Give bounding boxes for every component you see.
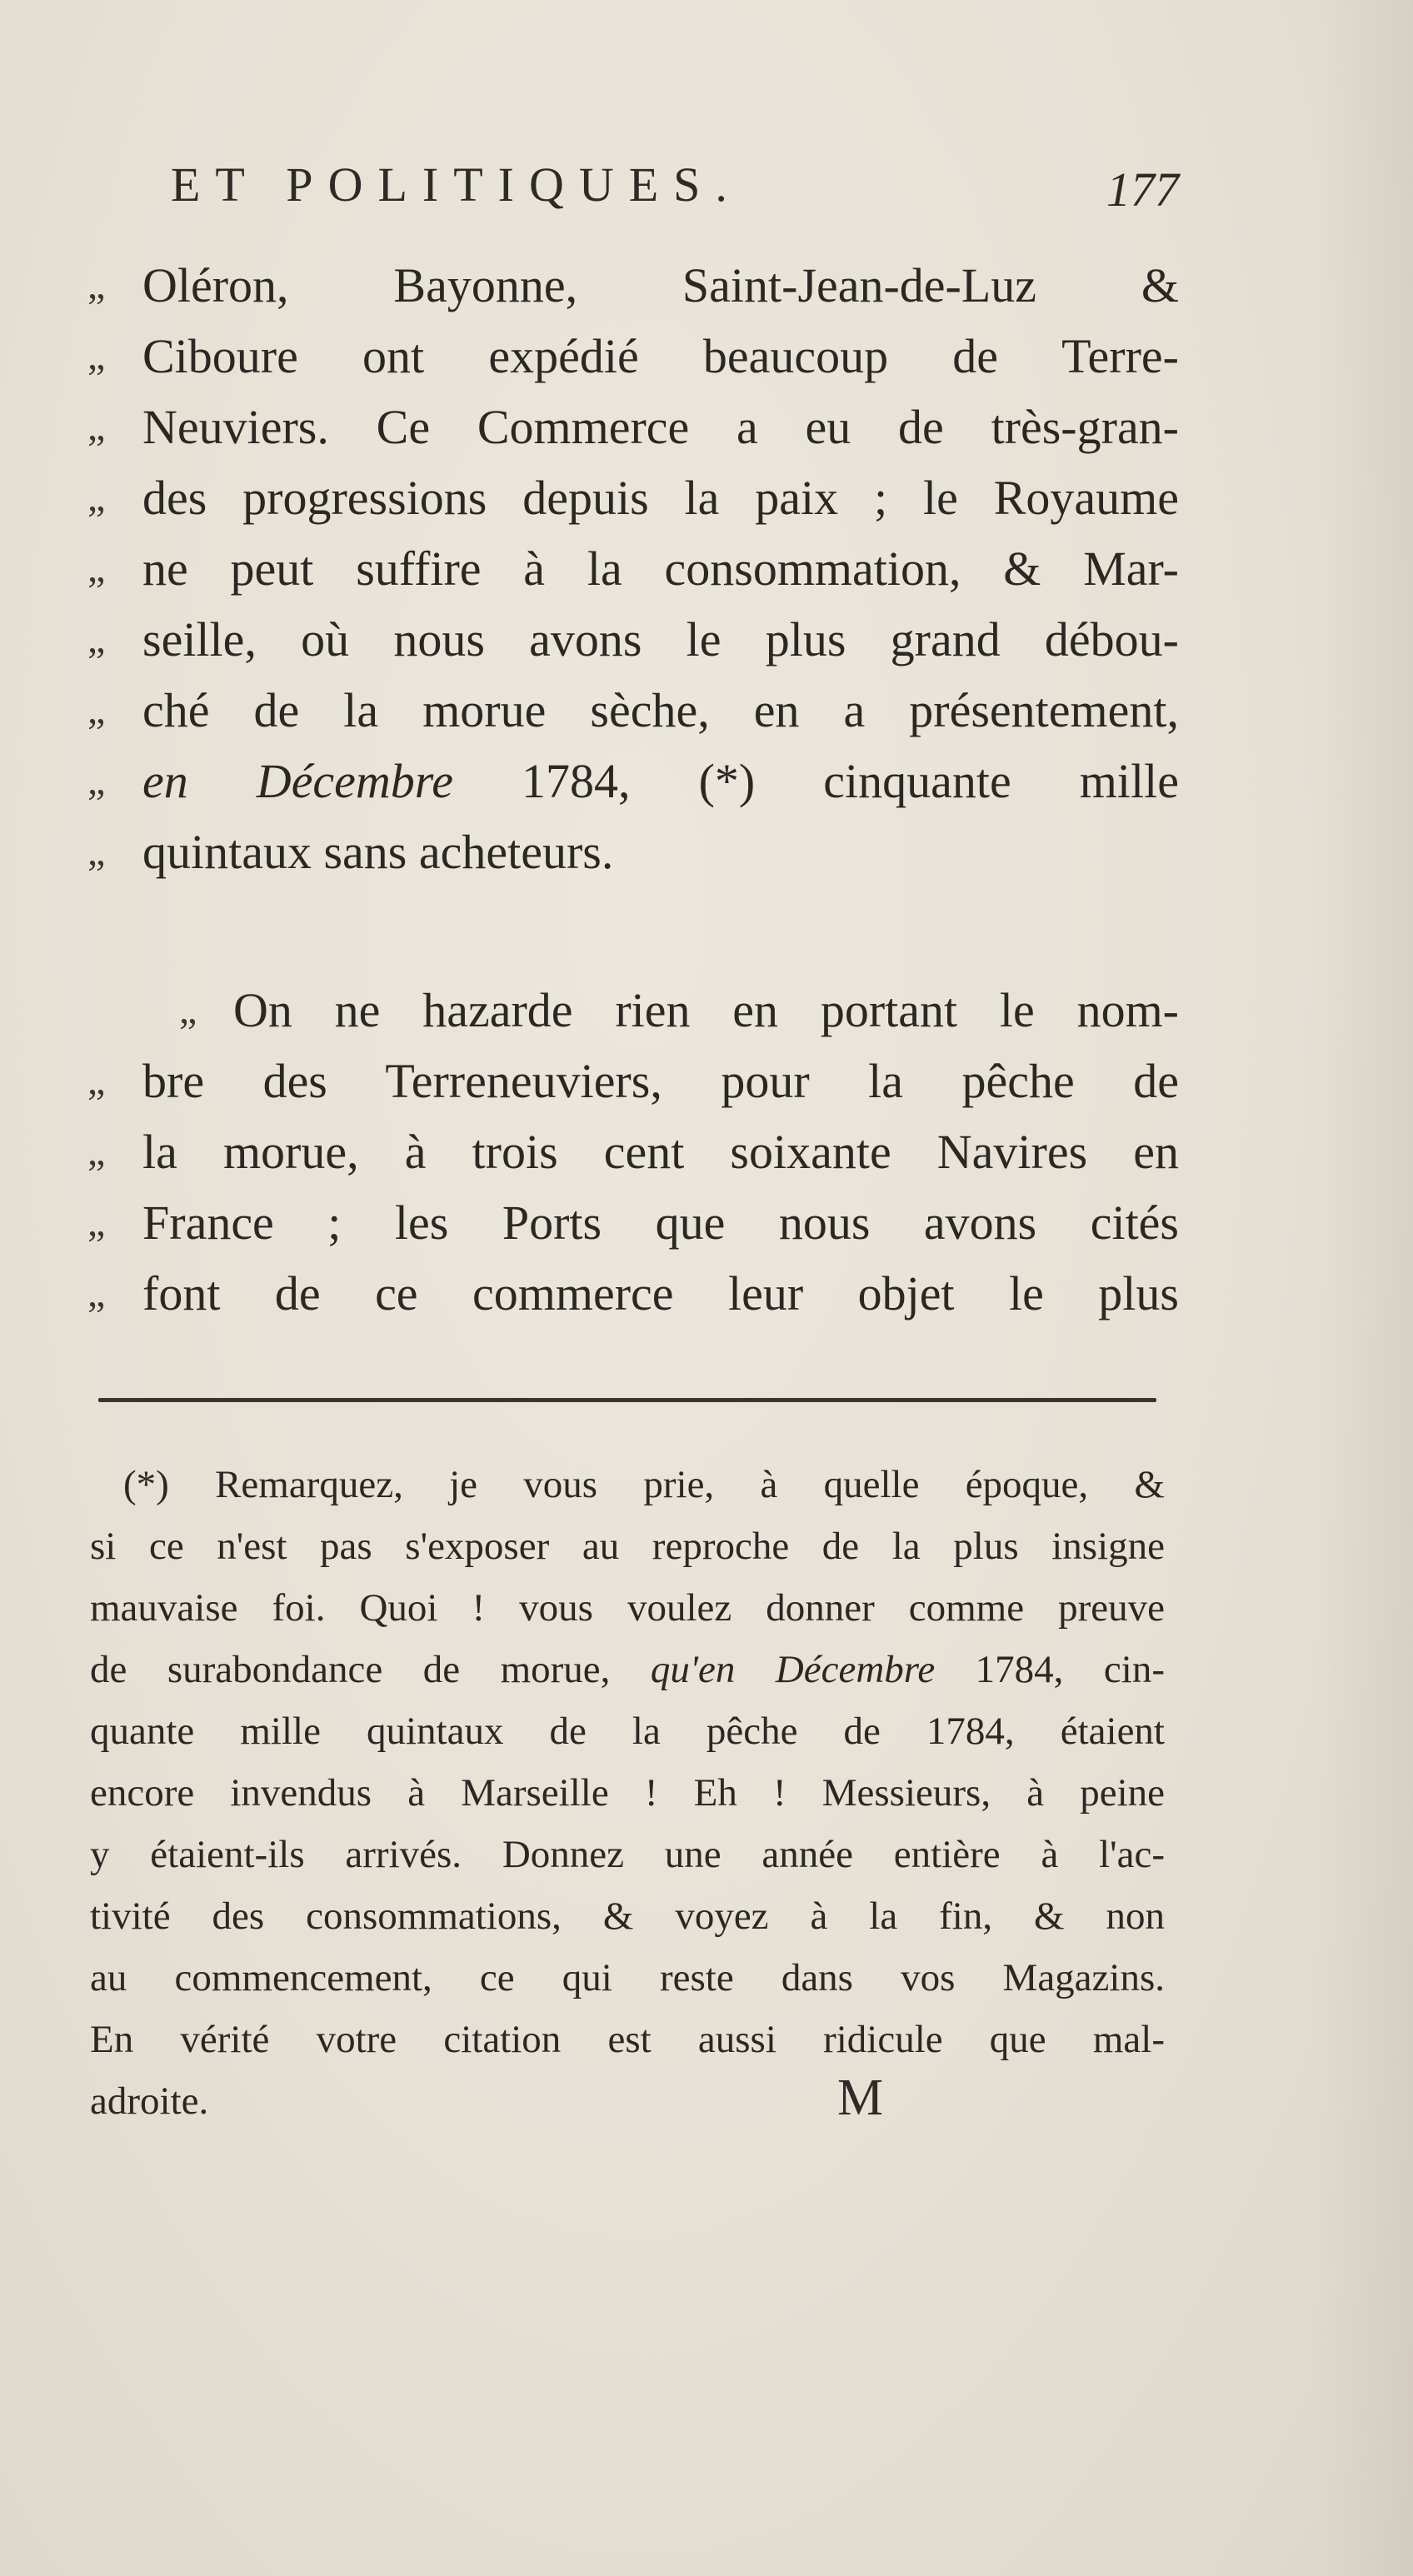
footnote-line: En vérité votre citation est aussi ridicule que mal- [90, 2018, 1165, 2061]
text-line [87, 746, 1179, 816]
quote-mark: „ [179, 988, 197, 1032]
italic-phrase: en Décembre [142, 754, 453, 808]
line-text: Oléron, Bayonne, Saint-Jean-de-Luz & [142, 258, 1179, 312]
text-line [87, 1116, 1179, 1187]
text-line [87, 533, 1179, 604]
page-header [171, 157, 1179, 232]
line-text: bre des Terreneuviers, pour la pêche de [142, 1054, 1179, 1108]
text-line [87, 1187, 1179, 1258]
quote-mark: „ [87, 334, 106, 378]
quote-mark: „ [87, 1201, 106, 1245]
paragraph-gap [87, 887, 1179, 975]
footnote-line: tivité des consommations, & voyez à la fin, & non [90, 1895, 1165, 1938]
line-text: font de ce commerce leur objet le plus [142, 1266, 1179, 1320]
footnote-line-tail: 1784, cin- [935, 1648, 1165, 1691]
quote-mark: „ [87, 1130, 106, 1174]
footnote-line: si ce n'est pas s'exposer au reproche de la plus insigne [90, 1525, 1165, 1568]
running-head: ET POLITIQUES. [171, 157, 742, 212]
text-line [87, 975, 1179, 1046]
page-number: 177 [1106, 162, 1179, 217]
quote-mark: „ [87, 830, 106, 874]
text-line [87, 250, 1179, 321]
text-line [87, 604, 1179, 675]
line-text-mixed [142, 746, 1179, 816]
quote-mark: „ [87, 547, 106, 591]
line-text: seille, où nous avons le plus grand débou- [142, 612, 1179, 666]
quote-mark: „ [87, 405, 106, 449]
main-text [87, 250, 1179, 1329]
line-text: France ; les Ports que nous avons cités [142, 1196, 1179, 1250]
line-text: Neuviers. Ce Commerce a eu de très-gran- [142, 400, 1179, 454]
line-text: des progressions depuis la paix ; le Royaume [142, 471, 1179, 525]
signature-mark: M [837, 2069, 884, 2126]
line-text: Ciboure ont expédié beaucoup de Terre- [142, 329, 1179, 383]
text-line [87, 321, 1179, 392]
quote-mark: „ [87, 759, 106, 803]
text-line [87, 392, 1179, 462]
footnote-line: quante mille quintaux de la pêche de 1784, étaient [90, 1710, 1165, 1753]
quote-mark: „ [87, 1271, 106, 1315]
line-text: On ne hazarde rien en portant le nom- [233, 983, 1179, 1037]
footnote-line: adroite. [90, 2079, 209, 2123]
quote-mark: „ [87, 263, 106, 307]
footnote [90, 1454, 1165, 2132]
page-shadow [1313, 0, 1413, 2576]
footnote-line-head: de surabondance de morue, [90, 1648, 651, 1691]
text-line [87, 816, 1179, 887]
quote-mark: „ [87, 1059, 106, 1103]
text-line [87, 675, 1179, 746]
line-text: ne peut suffire à la consommation, & Mar- [142, 542, 1179, 596]
line-text-tail: 1784, (*) cinquante mille [522, 754, 1179, 808]
line-text: quintaux sans acheteurs. [142, 825, 614, 879]
footnote-line: y étaient-ils arrivés. Donnez une année entière à l'ac- [90, 1833, 1165, 1876]
footnote-line: au commencement, ce qui reste dans vos Magazins. [90, 1956, 1165, 1999]
footnote-line: (*) Remarquez, je vous prie, à quelle époque, & [123, 1463, 1165, 1506]
line-text: la morue, à trois cent soixante Navires en [142, 1125, 1179, 1179]
line-text: ché de la morue sèche, en a présentement, [142, 683, 1179, 737]
quote-mark: „ [87, 688, 106, 732]
text-line [87, 1046, 1179, 1116]
footnote-line-mixed [90, 1639, 1165, 1700]
quote-mark: „ [87, 617, 106, 661]
footnote-line: mauvaise foi. Quoi ! vous voulez donner comme preuve [90, 1586, 1165, 1630]
footnote-line: encore invendus à Marseille ! Eh ! Messieurs, à peine [90, 1771, 1165, 1815]
footnote-rule [98, 1398, 1156, 1402]
text-line [87, 1258, 1179, 1329]
footnote-italic-phrase: qu'en Décembre [650, 1648, 936, 1691]
quote-mark: „ [87, 476, 106, 520]
text-line [87, 462, 1179, 533]
